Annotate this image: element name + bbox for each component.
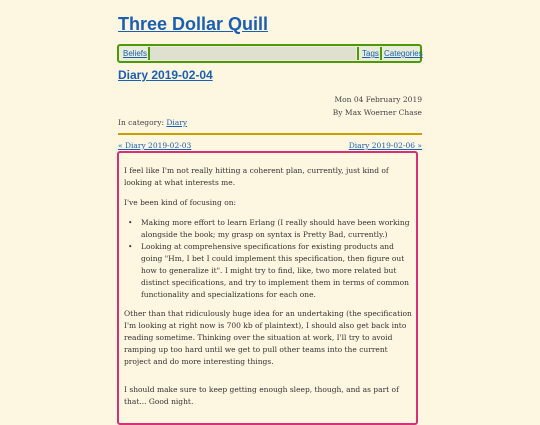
post-content [117,151,418,425]
paragraph: I feel like I'm not really hitting a coherent plan, currently, just kind of looking at what interests me. [124,166,389,187]
bullet-list [124,217,414,301]
list-item-text: Making more effort to learn Erlang (I really should have been working alongside the book; my grasp on syntax is Pretty Bad, currently.) [141,218,410,239]
nav-categories-link[interactable]: Categories [384,49,423,58]
bullet-icon: • [128,218,133,227]
list-item [124,217,414,241]
nav-spacer [150,47,356,60]
nav-beliefs-link[interactable]: Beliefs [123,49,148,58]
nav-divider [357,47,359,60]
nav-tags-link[interactable]: Tags [362,49,379,58]
post-title[interactable]: Diary 2019-02-04 [118,68,213,82]
paragraph: I should make sure to keep getting enough sleep, though, and as part of that... Good night. [124,385,399,406]
paragraph: I've been kind of focusing on: [124,198,237,207]
next-post-link[interactable]: Diary 2019-02-06 » [348,141,422,150]
list-item [124,241,414,301]
nav-bar [117,44,422,63]
post-date: Mon 04 February 2019 [334,95,422,104]
post-author: By Max Woerner Chase [332,108,422,117]
paragraph: Other than that ridiculously huge idea for an undertaking (the specification I'm looking at right now is 700 kb of plaintext), I should also get back into reading sometime. Thinking over the situation at work, I'll try to avoid ramping up too hard until we get to pull other teams into the current project and do more interesting things. [124,309,412,366]
category-link[interactable]: Diary [166,118,188,127]
divider [118,133,422,135]
bullet-icon: • [128,242,133,251]
prev-post-link[interactable]: « Diary 2019-02-03 [118,141,192,150]
site-title[interactable]: Three Dollar Quill [118,14,269,34]
category-label: In category: [118,118,167,127]
post-category [118,118,187,127]
list-item-text: Looking at comprehensive specifications for existing products and going "Hm, I bet I could implement this specification, then figure out how to generalize it". I might try to find, like, two more related but distinct specifications, and try to implement them in terms of common functionality and specializations for each one. [141,242,409,299]
